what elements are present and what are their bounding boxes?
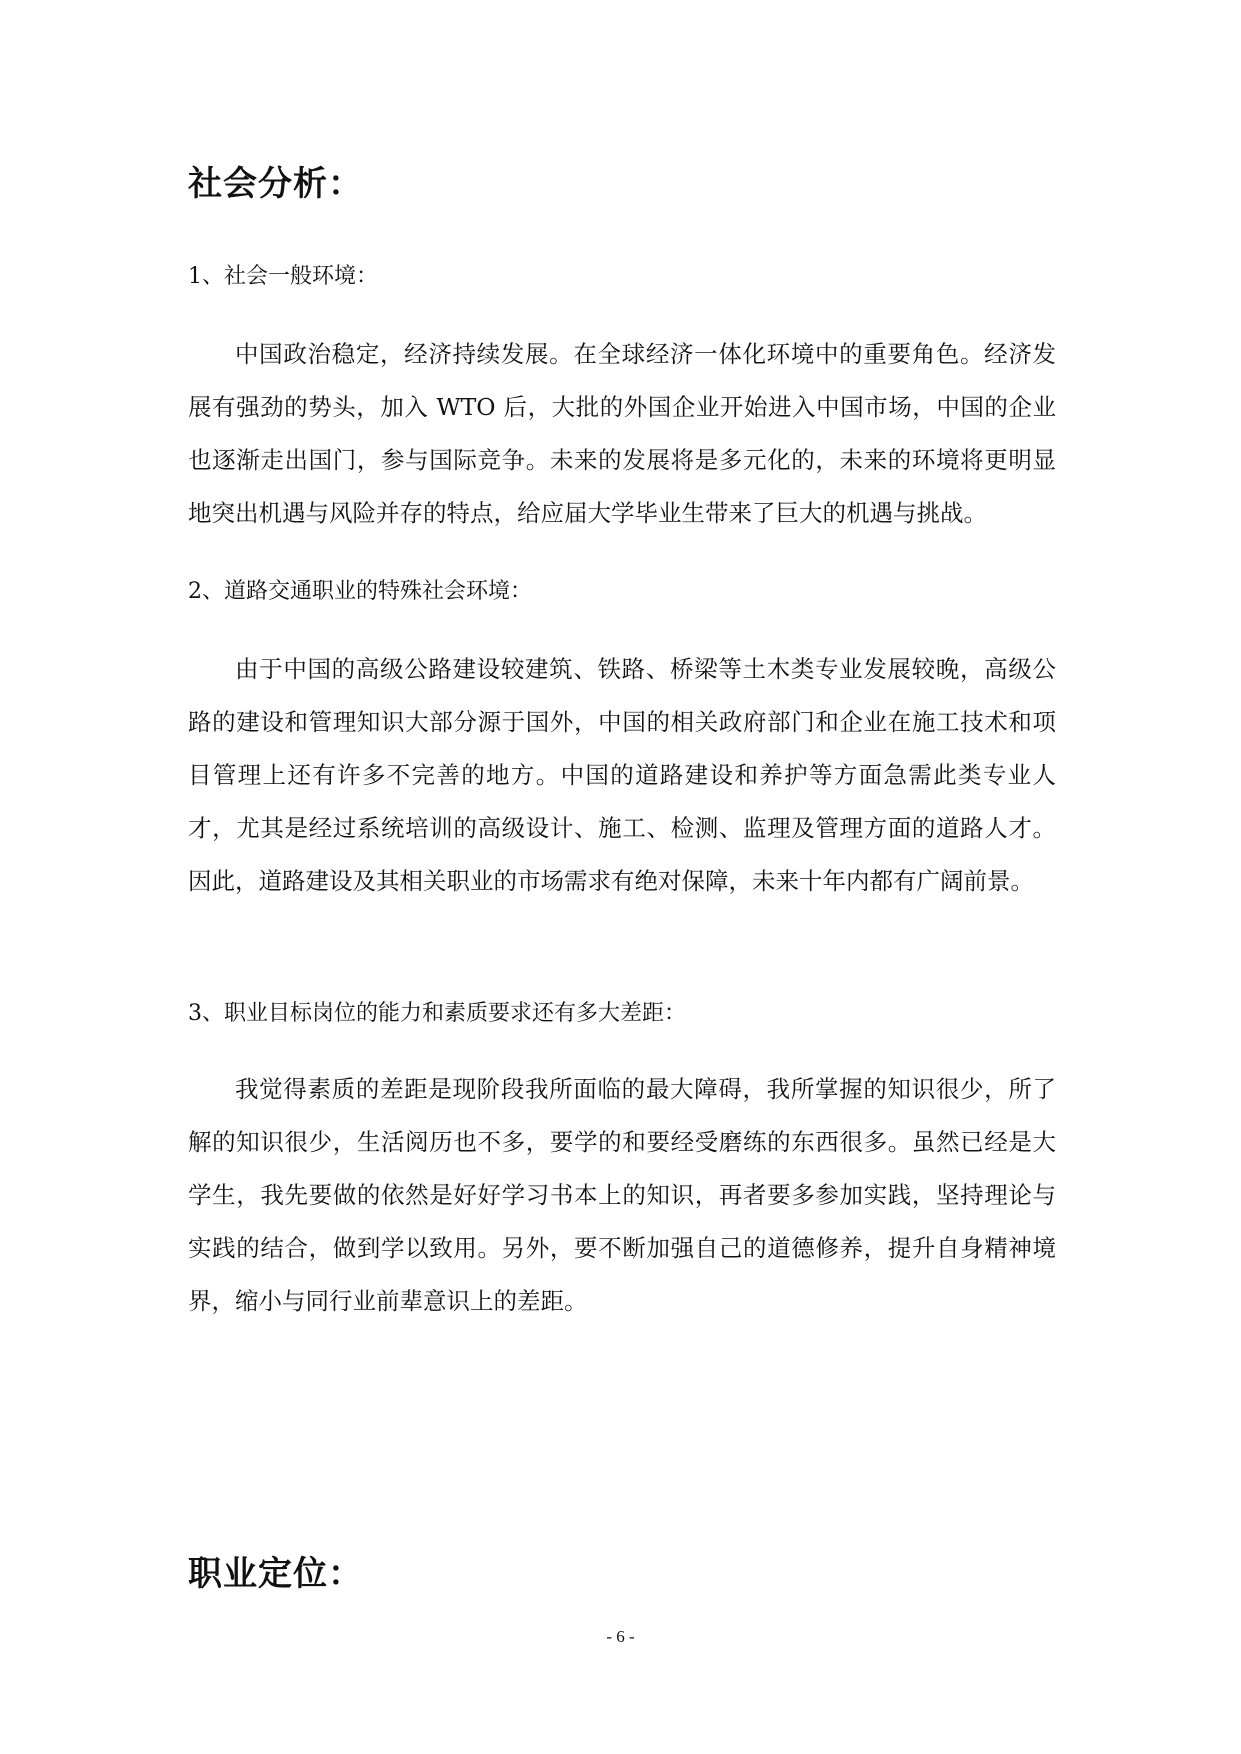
subsection-title-road-traffic-environment: 2、道路交通职业的特殊社会环境：	[188, 579, 532, 604]
subsection-title-ability-gap: 3、职业目标岗位的能力和素质要求还有多大差距：	[188, 1001, 686, 1026]
section-heading-social-analysis: 社会分析：	[188, 164, 363, 204]
subsection-title-general-environment: 1、社会一般环境：	[188, 264, 378, 289]
section-heading-career-positioning: 职业定位：	[188, 1554, 363, 1594]
paragraph-general-environment: 中国政治稳定，经济持续发展。在全球经济一体化环境中的重要角色。经济发展有强劲的势头，加入 WTO 后，大批的外国企业开始进入中国市场，中国的企业也逐渐走出国门，参与国际竞争。未来的发展将是多元化的，未来的环境将更明显地突出机遇与风险并存的特点，给应届大学毕业生带来了巨大的机遇与挑战。	[188, 340, 1056, 527]
paragraph-ability-gap: 我觉得素质的差距是现阶段我所面临的最大障碍，我所掌握的知识很少，所了解的知识很少，生活阅历也不多，要学的和要经受磨练的东西很多。虽然已经是大学生，我先要做的依然是好好学习书本上的知识，再者要多参加实践，坚持理论与实践的结合，做到学以致用。另外，要不断加强自己的道德修养，提升自身精神境界，缩小与同行业前辈意识上的差距。	[188, 1075, 1056, 1315]
paragraph-road-traffic-environment: 由于中国的高级公路建设较建筑、铁路、桥梁等土木类专业发展较晚，高级公路的建设和管理知识大部分源于国外，中国的相关政府部门和企业在施工技术和项目管理上还有许多不完善的地方。中国的道路建设和养护等方面急需此类专业人才，尤其是经过系统培训的高级设计、施工、检测、监理及管理方面的道路人才。因此，道路建设及其相关职业的市场需求有绝对保障，未来十年内都有广阔前景。	[188, 655, 1056, 895]
page-number: - 6 -	[606, 1627, 635, 1646]
